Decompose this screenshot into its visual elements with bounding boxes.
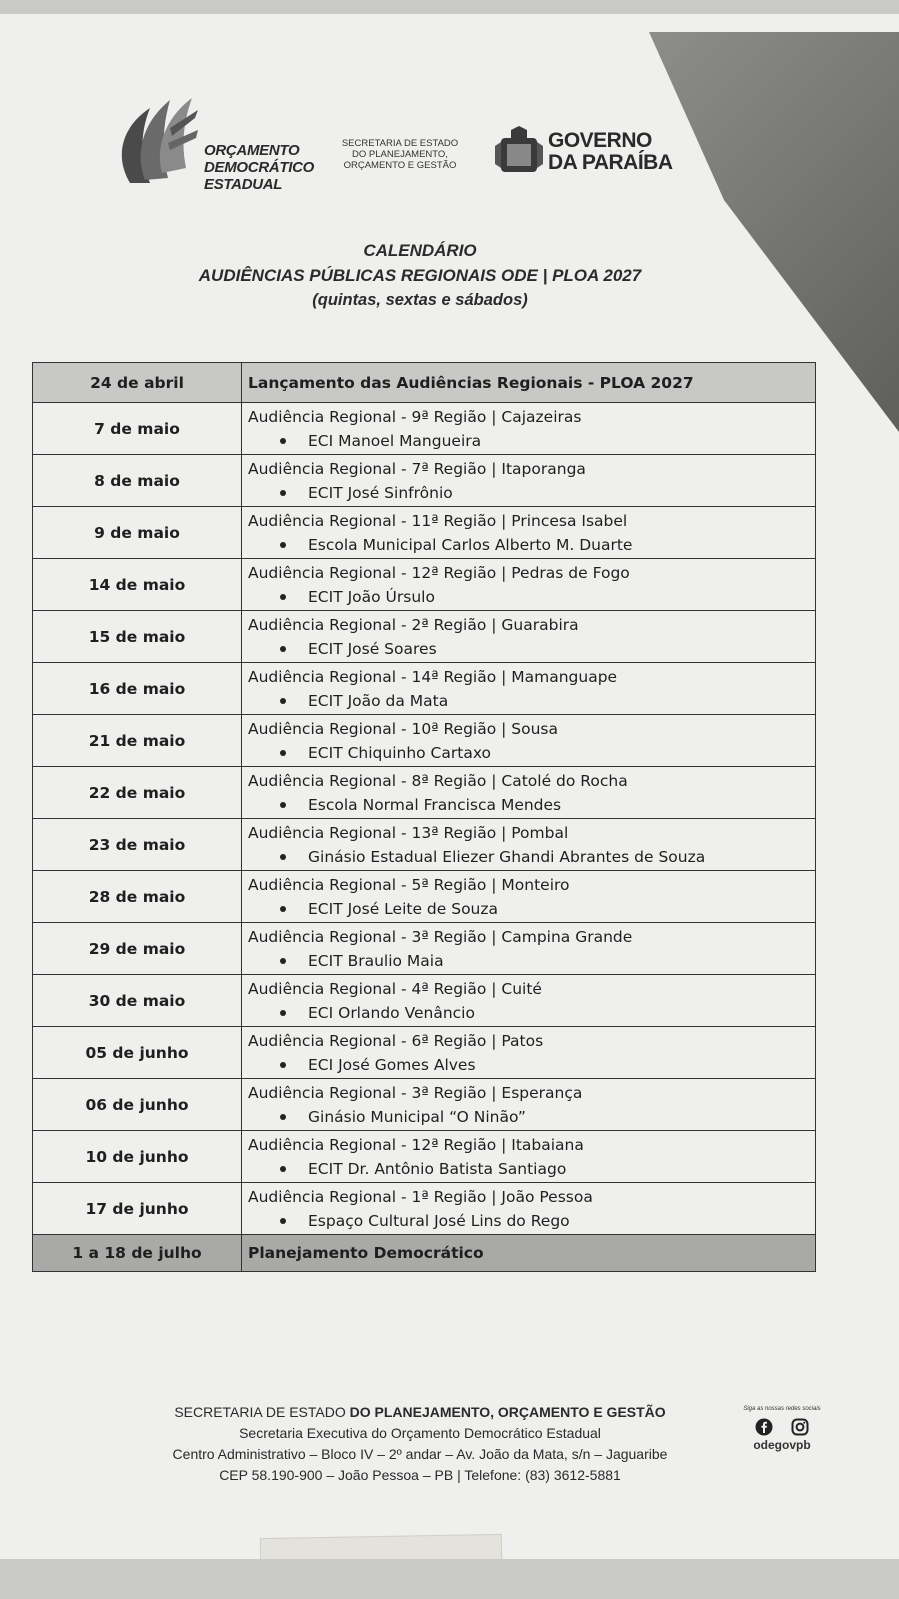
schedule-row (33, 975, 816, 1027)
footer-line-1: SECRETARIA DE ESTADO DO PLANEJAMENTO, ORÇAMENTO E GESTÃO (174, 1404, 666, 1420)
schedule-event: Audiência Regional - 13ª Região | Pombal (248, 823, 569, 842)
schedule-row (33, 1079, 816, 1131)
schedule-event: Audiência Regional - 5ª Região | Monteiro (248, 875, 570, 894)
title-audiencias: AUDIÊNCIAS PÚBLICAS REGIONAIS ODE | PLOA 2027 (198, 266, 642, 285)
schedule-date: 21 de maio (33, 715, 242, 767)
secretaria-logo-text: SECRETARIA DE ESTADO DO PLANEJAMENTO, ORÇAMENTO E GESTÃO (341, 138, 459, 171)
venue-name: Escola Municipal Carlos Alberto M. Duarte (308, 535, 633, 554)
schedule-event: Audiência Regional - 10ª Região | Sousa (248, 719, 558, 738)
bullet-icon (280, 698, 286, 704)
social-follow-text: Siga as nossas redes sociais (743, 1406, 821, 1412)
schedule-row (33, 1027, 816, 1079)
schedule-venue (248, 793, 809, 817)
schedule-date: 9 de maio (33, 507, 242, 559)
schedule-date: 24 de abril (33, 363, 242, 403)
schedule-event: Audiência Regional - 4ª Região | Cuité (248, 979, 542, 998)
bullet-icon (280, 438, 286, 444)
schedule-details (242, 1079, 816, 1131)
schedule-date: 28 de maio (33, 871, 242, 923)
schedule-venue (248, 1209, 809, 1233)
schedule-row (33, 1131, 816, 1183)
ode-logo-text: ORÇAMENTO DEMOCRÁTICO ESTADUAL (204, 142, 315, 193)
schedule-row (33, 767, 816, 819)
footer-line-2: Secretaria Executiva do Orçamento Democrático Estadual (239, 1425, 601, 1441)
schedule-event: Planejamento Democrático (242, 1235, 816, 1272)
venue-name: ECI José Gomes Alves (308, 1055, 476, 1074)
venue-name: ECI Manoel Mangueira (308, 431, 482, 450)
schedule-event: Audiência Regional - 7ª Região | Itaporanga (248, 459, 586, 478)
facebook-icon[interactable] (755, 1418, 773, 1436)
schedule-event: Audiência Regional - 9ª Região | Cajazeiras (248, 407, 582, 426)
schedule-event: Audiência Regional - 12ª Região | Itabaiana (248, 1135, 584, 1154)
venue-name: ECIT José Soares (308, 639, 437, 658)
title-calendario: CALENDÁRIO (363, 241, 477, 260)
schedule-date: 10 de junho (33, 1131, 242, 1183)
schedule-row (33, 455, 816, 507)
venue-name: Espaço Cultural José Lins do Rego (308, 1211, 570, 1230)
schedule-venue (248, 585, 809, 609)
schedule-row (33, 871, 816, 923)
schedule-row (33, 715, 816, 767)
instagram-icon[interactable] (791, 1418, 809, 1436)
schedule-venue (248, 845, 809, 869)
hands-logo-icon (110, 88, 200, 188)
schedule-event: Audiência Regional - 11ª Região | Princesa Isabel (248, 511, 628, 530)
schedule-table (32, 362, 816, 1272)
schedule-details (242, 767, 816, 819)
social-icons (726, 1416, 838, 1438)
schedule-row (33, 923, 816, 975)
venue-name: ECIT Braulio Maia (308, 951, 444, 970)
social-block (726, 1406, 838, 1452)
bullet-icon (280, 1062, 286, 1068)
schedule-date: 05 de junho (33, 1027, 242, 1079)
venue-name: ECI Orlando Venâncio (308, 1003, 475, 1022)
schedule-date: 15 de maio (33, 611, 242, 663)
schedule-venue (248, 1001, 809, 1025)
footer-line-3: Centro Administrativo – Bloco IV – 2º andar – Av. João da Mata, s/n – Jaguaribe (172, 1446, 668, 1462)
schedule-venue (248, 481, 809, 505)
schedule-details (242, 871, 816, 923)
bullet-icon (280, 542, 286, 548)
schedule-event: Audiência Regional - 1ª Região | João Pessoa (248, 1187, 593, 1206)
schedule-details (242, 715, 816, 767)
schedule-date: 30 de maio (33, 975, 242, 1027)
title-days: (quintas, sextas e sábados) (312, 291, 528, 309)
schedule-details (242, 403, 816, 455)
schedule-details (242, 663, 816, 715)
schedule-footer-row (33, 1235, 816, 1272)
bullet-icon (280, 750, 286, 756)
schedule-date: 23 de maio (33, 819, 242, 871)
schedule-venue (248, 689, 809, 713)
tape-strip (260, 1534, 502, 1559)
coat-of-arms-icon (493, 126, 545, 178)
schedule-row (33, 559, 816, 611)
schedule-date: 8 de maio (33, 455, 242, 507)
venue-name: ECIT João da Mata (308, 691, 449, 710)
bullet-icon (280, 646, 286, 652)
schedule-date: 17 de junho (33, 1183, 242, 1235)
bullet-icon (280, 1114, 286, 1120)
venue-name: Escola Normal Francisca Mendes (308, 795, 562, 814)
governo-logo-text: GOVERNO DA PARAÍBA (548, 129, 673, 174)
schedule-event: Audiência Regional - 6ª Região | Patos (248, 1031, 544, 1050)
schedule-venue (248, 637, 809, 661)
schedule-row (33, 819, 816, 871)
schedule-details (242, 559, 816, 611)
venue-name: ECIT José Leite de Souza (308, 899, 499, 918)
schedule-row (33, 403, 816, 455)
bullet-icon (280, 802, 286, 808)
schedule-venue (248, 533, 809, 557)
bullet-icon (280, 906, 286, 912)
bullet-icon (280, 490, 286, 496)
schedule-date: 29 de maio (33, 923, 242, 975)
schedule-event: Audiência Regional - 3ª Região | Campina Grande (248, 927, 633, 946)
ode-logo (110, 88, 315, 198)
schedule-header-row (33, 363, 816, 403)
schedule-event: Audiência Regional - 8ª Região | Catolé do Rocha (248, 771, 628, 790)
social-handle[interactable]: odegovpb (753, 1438, 811, 1452)
venue-name: ECIT Chiquinho Cartaxo (308, 743, 492, 762)
schedule-venue (248, 1105, 809, 1129)
document-page (0, 14, 899, 1559)
schedule-date: 22 de maio (33, 767, 242, 819)
schedule-details (242, 507, 816, 559)
venue-name: ECIT José Sinfrônio (308, 483, 453, 502)
venue-name: ECIT Dr. Antônio Batista Santiago (308, 1159, 567, 1178)
schedule-venue (248, 1157, 809, 1181)
schedule-date: 06 de junho (33, 1079, 242, 1131)
venue-name: Ginásio Estadual Eliezer Ghandi Abrantes de Souza (308, 847, 706, 866)
schedule-event: Audiência Regional - 12ª Região | Pedras de Fogo (248, 563, 630, 582)
schedule-venue (248, 741, 809, 765)
bullet-icon (280, 1218, 286, 1224)
schedule-details (242, 1131, 816, 1183)
footer-line-4: CEP 58.190-900 – João Pessoa – PB | Telefone: (83) 3612-5881 (219, 1467, 621, 1483)
schedule-venue (248, 1053, 809, 1077)
schedule-event: Audiência Regional - 2ª Região | Guarabira (248, 615, 579, 634)
schedule-event: Lançamento das Audiências Regionais - PLOA 2027 (242, 363, 816, 403)
schedule-venue (248, 429, 809, 453)
bullet-icon (280, 594, 286, 600)
schedule-details (242, 975, 816, 1027)
schedule-details (242, 923, 816, 975)
schedule-venue (248, 949, 809, 973)
schedule-date: 1 a 18 de julho (33, 1235, 242, 1272)
schedule-details (242, 1183, 816, 1235)
governo-logo (493, 126, 693, 186)
footer-address (120, 1402, 720, 1486)
schedule-details (242, 819, 816, 871)
schedule-date: 16 de maio (33, 663, 242, 715)
bullet-icon (280, 1166, 286, 1172)
bullet-icon (280, 958, 286, 964)
schedule-details (242, 611, 816, 663)
bullet-icon (280, 854, 286, 860)
venue-name: Ginásio Municipal “O Ninão” (308, 1107, 526, 1126)
schedule-date: 14 de maio (33, 559, 242, 611)
schedule-details (242, 1027, 816, 1079)
schedule-row (33, 611, 816, 663)
schedule-row (33, 663, 816, 715)
bullet-icon (280, 1010, 286, 1016)
schedule-date: 7 de maio (33, 403, 242, 455)
schedule-event: Audiência Regional - 14ª Região | Mamanguape (248, 667, 618, 686)
schedule-details (242, 455, 816, 507)
schedule-venue (248, 897, 809, 921)
header-logos (110, 78, 710, 208)
calendar-title-block (120, 238, 720, 313)
schedule-event: Audiência Regional - 3ª Região | Esperança (248, 1083, 583, 1102)
schedule-row (33, 507, 816, 559)
venue-name: ECIT João Úrsulo (308, 587, 435, 606)
schedule-row (33, 1183, 816, 1235)
